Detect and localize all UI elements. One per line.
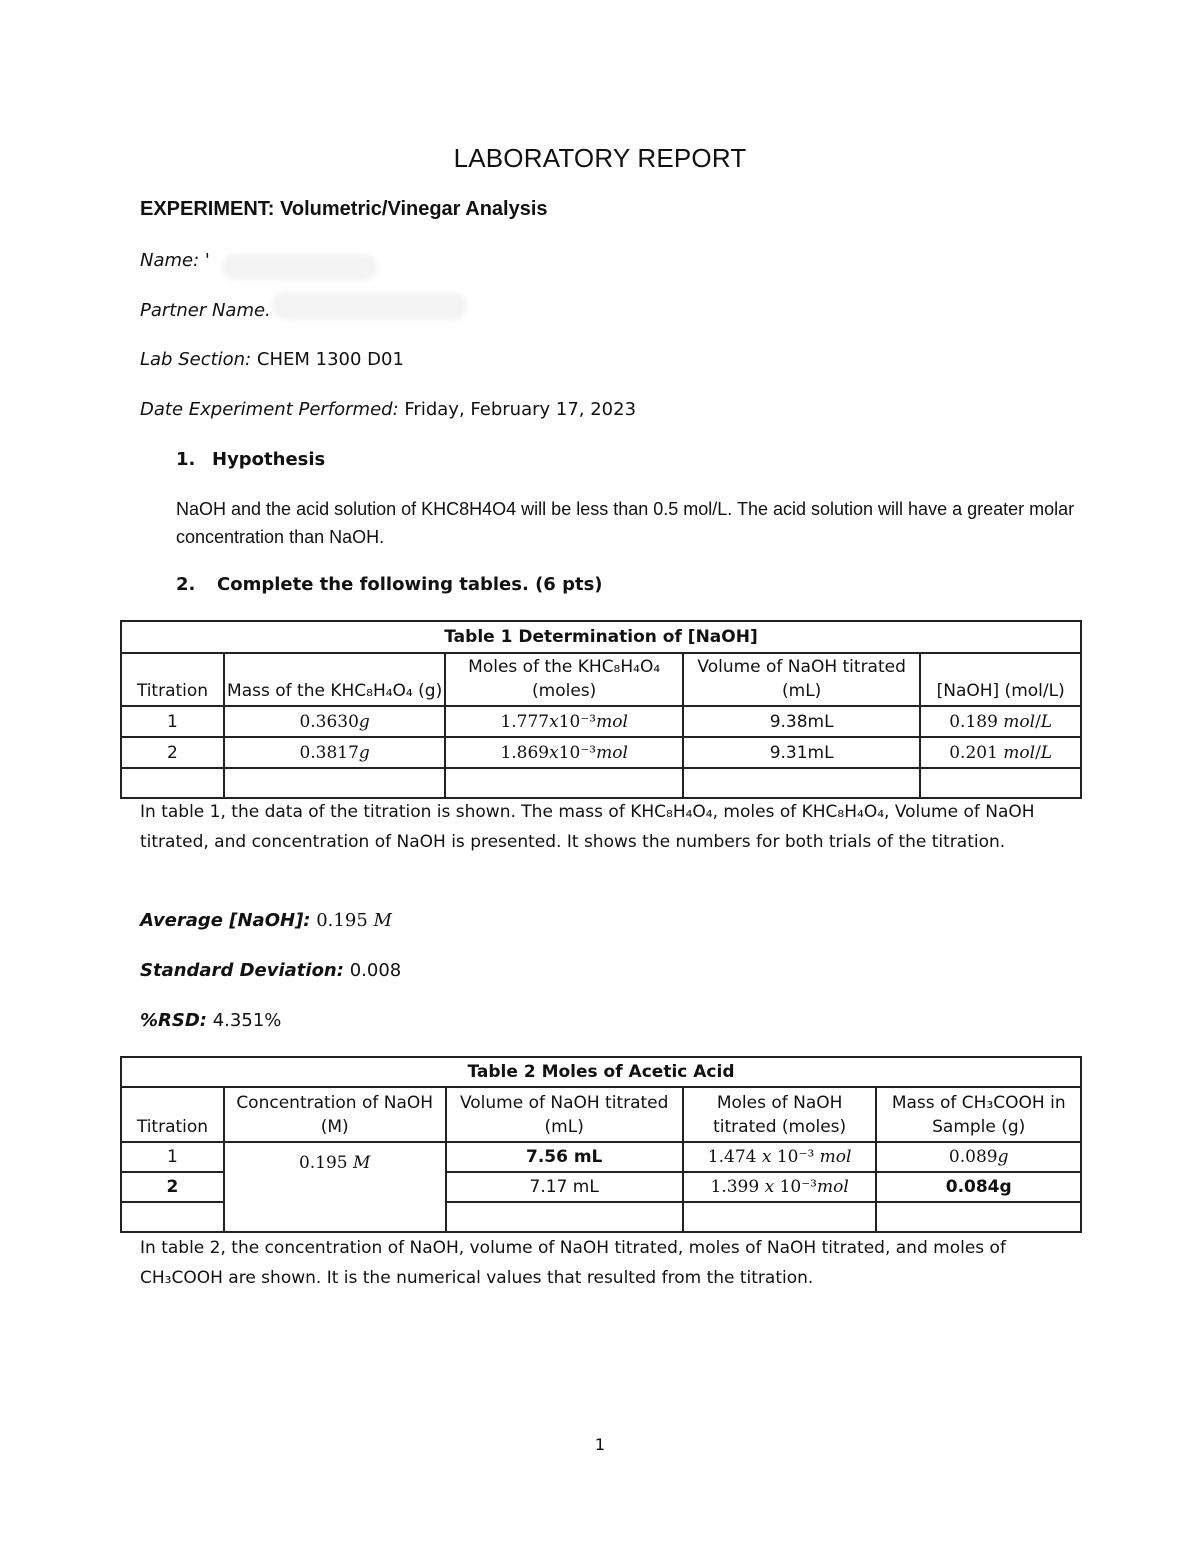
table-cell: 2 bbox=[121, 737, 224, 768]
table-1-header-titration: Titration bbox=[121, 653, 224, 706]
table-2 bbox=[120, 1056, 1082, 1233]
experiment-value: Volumetric/Vinegar Analysis bbox=[280, 198, 548, 220]
date-field bbox=[140, 399, 636, 420]
table-1-caption: Table 1 Determination of [NaOH] bbox=[121, 621, 1081, 653]
table-row bbox=[121, 1142, 1081, 1172]
table-1-header-volume: Volume of NaOH titrated (mL) bbox=[683, 653, 920, 706]
name-label: Name: bbox=[140, 250, 200, 271]
table-cell: 0.084g bbox=[876, 1172, 1081, 1202]
table-row bbox=[121, 706, 1081, 737]
table-cell: 0.201 𝑚𝑜𝑙/𝐿 bbox=[920, 737, 1081, 768]
page-number: 1 bbox=[594, 1435, 606, 1454]
average-value: 0.195 𝑀 bbox=[316, 910, 392, 931]
table-cell bbox=[446, 1202, 683, 1232]
table-2-header-volume: Volume of NaOH titrated (mL) bbox=[446, 1087, 683, 1142]
table-2-description: In table 2, the concentration of NaOH, volume of NaOH titrated, moles of NaOH titrated, and moles of CH₃COOH are shown. It is the numerical values that resulted from the titration. bbox=[140, 1238, 1006, 1288]
table-1-description: In table 1, the data of the titration is shown. The mass of KHC₈H₄O₄, moles of KHC₈H₄O₄, Volume of NaOH titrated, and concentration of NaOH is presented. It shows the numbers for both trials of the titration. bbox=[140, 802, 1035, 852]
report-title: LABORATORY REPORT bbox=[453, 143, 747, 173]
stdev-line bbox=[140, 960, 401, 981]
table-cell bbox=[683, 768, 920, 798]
section-label: Lab Section: bbox=[140, 349, 252, 370]
table-cell bbox=[121, 768, 224, 798]
average-label: Average [NaOH]: bbox=[140, 910, 311, 931]
partner-field bbox=[140, 300, 271, 321]
redaction-name bbox=[222, 254, 377, 280]
table-2-header-mass: Mass of CH₃COOH in Sample (g) bbox=[876, 1087, 1081, 1142]
table-cell: 0.3630𝑔 bbox=[224, 706, 445, 737]
table-cell bbox=[445, 768, 683, 798]
hypothesis-text: NaOH and the acid solution of KHC8H4O4 will be less than 0.5 mol/L. The acid solution will have a greater molar concentration than NaOH. bbox=[176, 499, 1075, 547]
section-field bbox=[140, 349, 404, 370]
table-2-caption: Table 2 Moles of Acetic Acid bbox=[121, 1057, 1081, 1087]
date-label: Date Experiment Performed: bbox=[140, 399, 399, 420]
average-line bbox=[140, 910, 392, 931]
table-1-header-moles: Moles of the KHC₈H₄O₄ (moles) bbox=[445, 653, 683, 706]
table-1-header-concentration: [NaOH] (mol/L) bbox=[920, 653, 1081, 706]
table-cell: 1 bbox=[121, 1142, 224, 1172]
experiment-label: EXPERIMENT: bbox=[140, 198, 275, 220]
table-row bbox=[121, 737, 1081, 768]
table-cell bbox=[876, 1202, 1081, 1232]
table-1-header-mass: Mass of the KHC₈H₄O₄ (g) bbox=[224, 653, 445, 706]
table-cell: 0.089𝑔 bbox=[876, 1142, 1081, 1172]
table-cell: 2 bbox=[121, 1172, 224, 1202]
table-2-header-concentration: Concentration of NaOH (M) bbox=[224, 1087, 446, 1142]
name-value: ' bbox=[204, 250, 210, 271]
table-cell: 1 bbox=[121, 706, 224, 737]
table-cell: 1.777𝑥10⁻³𝑚𝑜𝑙 bbox=[445, 706, 683, 737]
table-cell: 1.399 𝑥 10⁻³𝑚𝑜𝑙 bbox=[683, 1172, 877, 1202]
table-cell: 1.869𝑥10⁻³𝑚𝑜𝑙 bbox=[445, 737, 683, 768]
rsd-value: 4.351% bbox=[212, 1010, 282, 1031]
table-cell: 0.189 𝑚𝑜𝑙/𝐿 bbox=[920, 706, 1081, 737]
table-1 bbox=[120, 620, 1082, 799]
table-cell: 9.31mL bbox=[683, 737, 920, 768]
table-cell bbox=[121, 1202, 224, 1232]
table-cell: 9.38mL bbox=[683, 706, 920, 737]
table-cell bbox=[224, 768, 445, 798]
rsd-line bbox=[140, 1010, 281, 1031]
redaction-partner bbox=[272, 292, 467, 320]
rsd-label: %RSD: bbox=[140, 1010, 207, 1031]
table-cell bbox=[920, 768, 1081, 798]
stdev-label: Standard Deviation: bbox=[140, 960, 344, 981]
table-2-header-titration: Titration bbox=[121, 1087, 224, 1142]
section2-number: 2. bbox=[176, 574, 196, 595]
hypothesis-heading: Hypothesis bbox=[212, 449, 326, 470]
table-cell: 7.17 mL bbox=[446, 1172, 683, 1202]
table-cell bbox=[683, 1202, 877, 1232]
table-2-concentration-cell: 0.195 𝑀 bbox=[224, 1142, 446, 1232]
table-cell: 1.474 𝑥 10⁻³ 𝑚𝑜𝑙 bbox=[683, 1142, 877, 1172]
section-value: CHEM 1300 D01 bbox=[256, 349, 404, 370]
stdev-value: 0.008 bbox=[349, 960, 402, 981]
table-row bbox=[121, 768, 1081, 798]
experiment-line bbox=[140, 198, 548, 221]
section2-heading: Complete the following tables. (6 pts) bbox=[217, 574, 603, 595]
table-cell: 0.3817𝑔 bbox=[224, 737, 445, 768]
table-2-header-moles: Moles of NaOH titrated (moles) bbox=[683, 1087, 877, 1142]
name-field bbox=[140, 250, 210, 271]
date-value: Friday, February 17, 2023 bbox=[404, 399, 637, 420]
hypothesis-number: 1. bbox=[176, 449, 196, 470]
table-cell: 7.56 mL bbox=[446, 1142, 683, 1172]
partner-label: Partner Name. bbox=[140, 300, 271, 321]
